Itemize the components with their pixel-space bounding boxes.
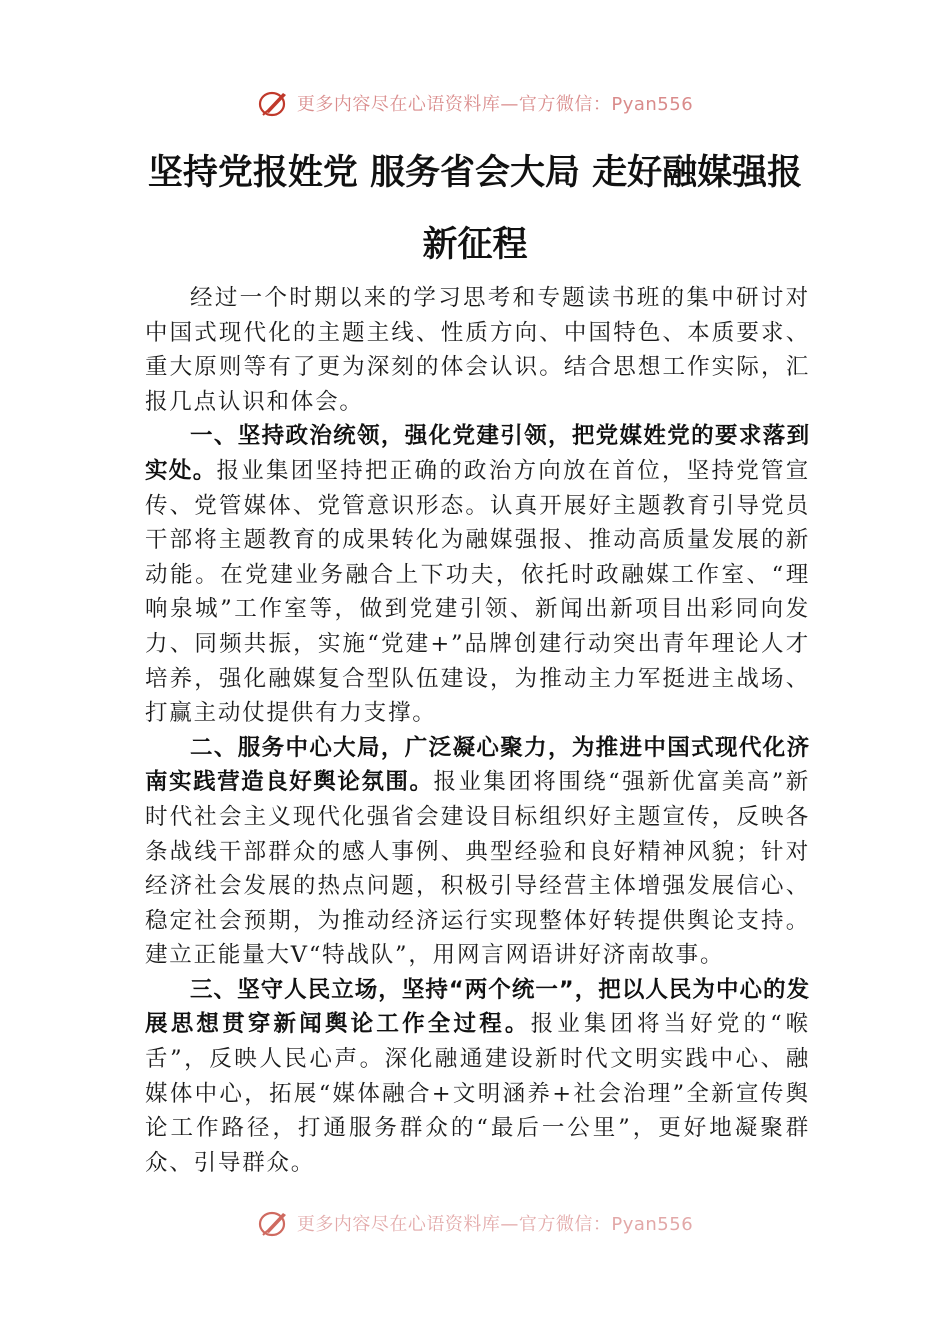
section-paragraph-2	[145, 731, 810, 973]
section-body-2: 报业集团将围绕“强新优富美高”新时代社会主义现代化强省会建设目标组织好主题宣传，反映各条战线干部群众的感人事例、典型经验和良好精神风貌；针对经济社会发展的热点问题，积极引导经营主体增强发展信心、稳定社会预期，为推动经济运行实现整体好转提供舆论支持。建立正能量大V“特战队”，用网言网语讲好济南故事。	[145, 769, 810, 969]
quill-logo-icon	[257, 1208, 291, 1238]
watermark-text: 更多内容尽在心语资料库—官方微信：Pyan556	[296, 1214, 694, 1235]
section-heading-3: 三、坚守人民立场，坚持“两个统一”，把以人民为中心的发展思想贯穿新闻舆论工作全过程。	[145, 976, 810, 1038]
section-paragraph-3	[145, 973, 810, 1181]
watermark-text: 更多内容尽在心语资料库—官方微信：Pyan556	[296, 94, 694, 115]
section-heading-2: 二、服务中心大局，广泛凝心聚力，为推进中国式现代化济南实践营造良好舆论氛围。	[145, 734, 810, 796]
section-paragraph-1	[145, 419, 810, 730]
document-title-line2: 新征程	[422, 224, 528, 265]
quill-logo-icon	[257, 88, 291, 118]
section-heading-1: 一、坚持政治统领，强化党建引领，把党媒姓党的要求落到实处。	[145, 423, 810, 484]
section-body-1: 报业集团坚持把正确的政治方向放在首位，坚持党管宣传、党管媒体、党管意识形态。认真开展好主题教育引导党员干部将主题教育的成果转化为融媒强报、推动高质量发展的新动能。在党建业务融合上下功夫，依托时政融媒工作室、“理响泉城”工作室等，做到党建引领、新闻出新项目出彩同向发力、同频共振，实施“党建+”品牌创建行动突出青年理论人才培养，强化融媒复合型队伍建设，为推动主力军挺进主战场、打赢主动仗提供有力支撑。	[145, 457, 811, 727]
section-body-3: 报业集团将当好党的“喉舌”，反映人民心声。深化融通建设新时代文明实践中心、融媒体中心，拓展“媒体融合+文明涵养+社会治理”全新宣传舆论工作路径，打通服务群众的“最后一公里”，更好地凝聚群众、引导群众。	[145, 1011, 810, 1176]
document-title-line1: 坚持党报姓党 服务省会大局 走好融媒强报	[147, 152, 803, 193]
document-body	[145, 281, 810, 1180]
intro-paragraph: 经过一个时期以来的学习思考和专题读书班的集中研讨对中国式现代化的主题主线、性质方向、中国特色、本质要求、重大原则等有了更为深刻的体会认识。结合思想工作实际，汇报几点认识和体会。	[145, 285, 810, 415]
watermark-header	[0, 86, 950, 120]
watermark-footer	[0, 1208, 950, 1238]
